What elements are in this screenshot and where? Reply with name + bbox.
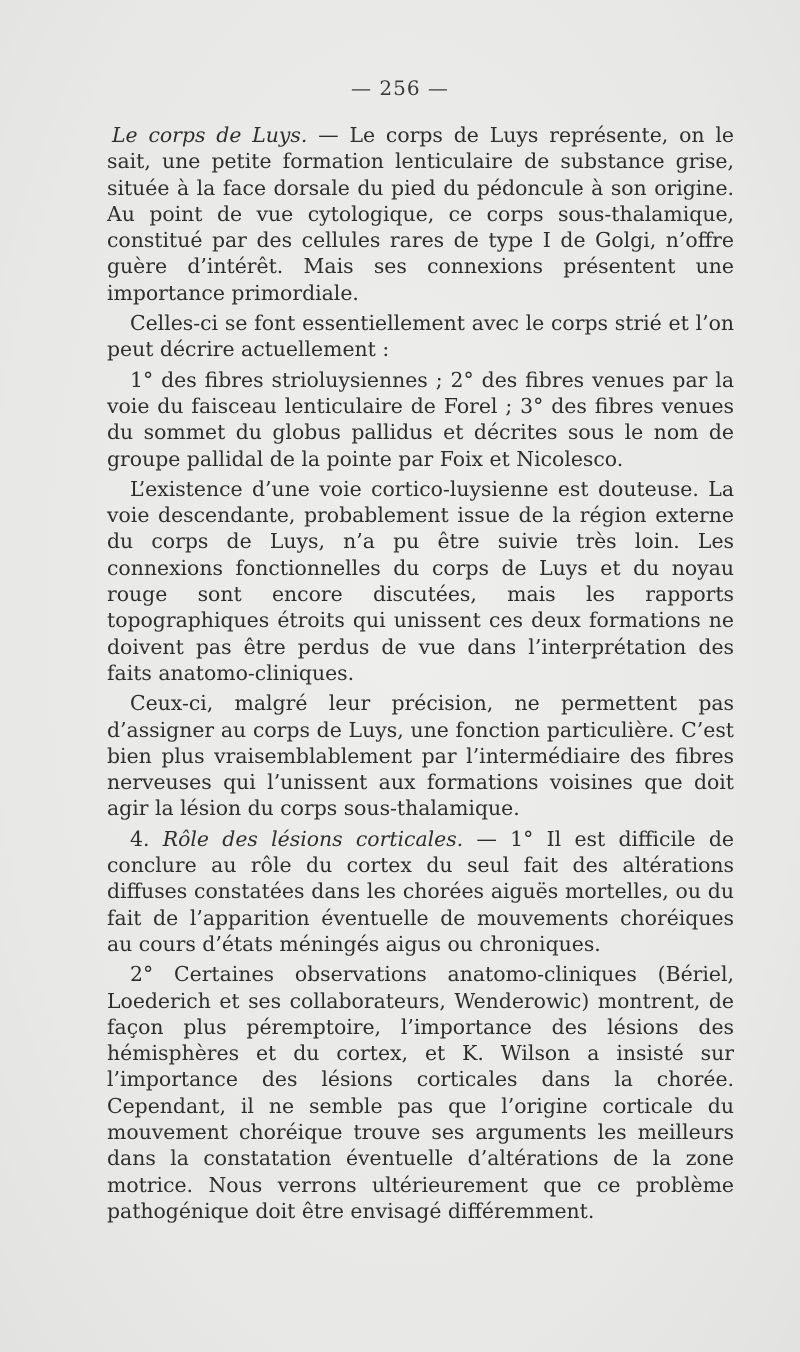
paragraph-corps-de-luys [107,122,734,306]
section-heading-role-lesions: Rôle des lésions corticales. [162,826,464,851]
paragraph-text: L’existence d’une voie cortico-luysienne est douteuse. La voie descendante, probablement issue de la région externe du corps de Luys, n’a pu être suivie très loin. Les connexions fonctionnelles du corps de Luys et du noyau rouge sont encore discutées, mais les rapports topographiques étroits qui unissent ces deux formations ne doivent pas être perdus de vue dans l’interprétation des faits anatomo-cliniques. [107,476,734,685]
paragraph-text: 1° des fibres strioluysiennes ; 2° des fibres venues par la voie du faisceau lenticulaire de Forel ; 3° des fibres venues du sommet du globus pallidus et décrites sous le nom de groupe pallidal de la pointe par Foix et Nicolesco. [107,367,734,471]
page-number: — 256 — [351,76,449,100]
paragraph-text: 2° Certaines observations anatomo-cliniques (Bériel, Loederich et ses collaborateurs, Wenderowic) montrent, de façon plus péremptoire, l’importance des lésions des hémisphères et du cortex, et K. Wilson a insisté sur l’importance des lésions corticales dans la chorée. Cependant, il ne semble pas que l’origine corticale du mouvement choréique trouve ses arguments les meilleurs dans la constatation éventuelle d’altérations de la zone motrice. Nous verrons ultérieurement que ce problème pathogénique doit être envisagé différemment. [107,962,734,1223]
paragraph-voie-cortico-luysienne [107,476,734,686]
paragraph-anatomo-cliniques [107,690,734,821]
body-text [107,122,734,1228]
paragraph-text: Celles-ci se font essentiellement avec le corps strié et l’on peut décrire actuellement : [107,311,734,362]
paragraph-text: — 1° Il est difficile de conclure au rôle du cortex du seul fait des altérations diffuses constatées dans les chorées aiguës mortelles, ou du fait de l’apparition éventuelle de mouvements choréiques au cours d’états méningés aigus ou chroniques. [107,826,735,956]
paragraph-text: Ceux-ci, malgré leur précision, ne permettent pas d’assigner au corps de Luys, une fonction particulière. C’est bien plus vraisemblablement par l’intermédiaire des fibres nerveuses qui l’unissent aux formations voisines que doit agir la lésion du corps sous-thalamique. [107,691,734,821]
paragraph-role-lesions-corticales [107,826,734,957]
paragraph-observations [107,961,734,1224]
paragraph-text: — Le corps de Luys représente, on le sait, une petite formation lenticulaire de substance grise, située à la face dorsale du pied du pédoncule à son origine. Au point de vue cytologique, ce corps sous-thalamique, constitué par des cellules rares de type I de Golgi, n’offre guère d’intérêt. Mais ses connexions présentent une importance primordiale. [107,123,734,305]
section-number: 4. [130,826,163,851]
paragraph-connexions [107,310,734,363]
paragraph-fibres [107,367,734,472]
section-heading-corps-de-luys: Le corps de Luys. [112,123,308,147]
